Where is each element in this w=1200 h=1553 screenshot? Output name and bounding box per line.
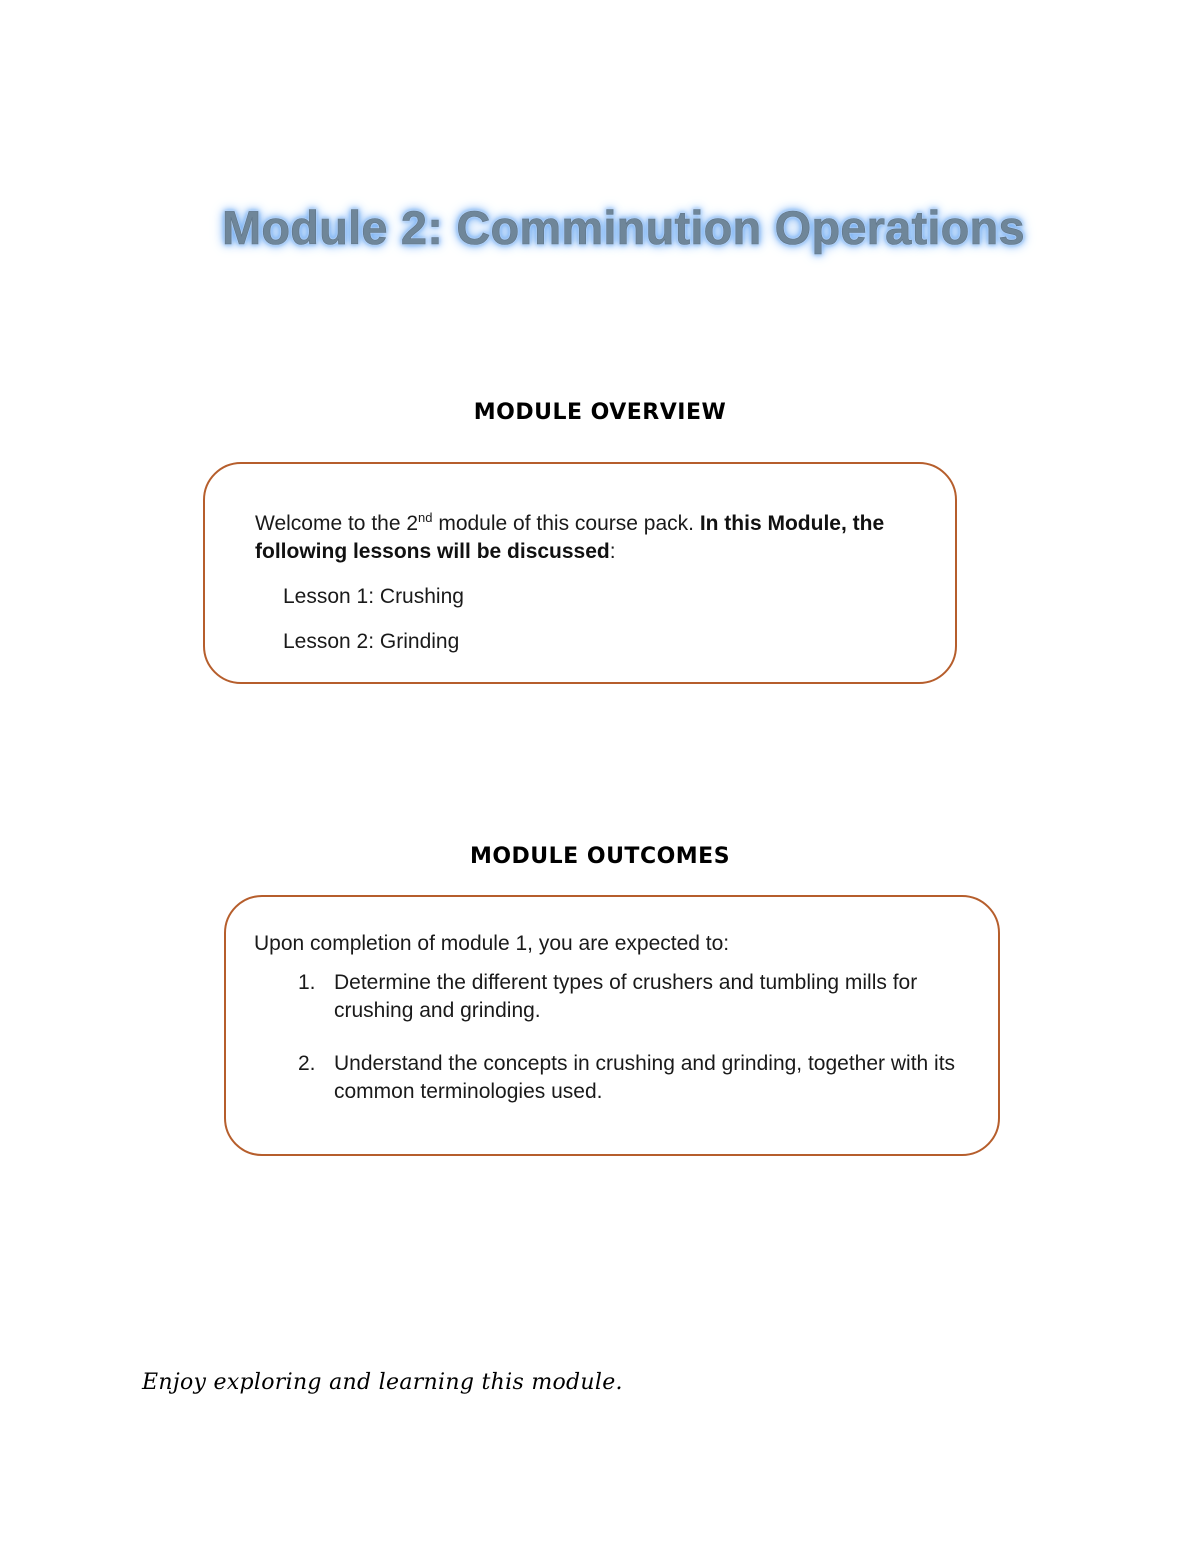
overview-intro-suffix: module of this course pack. — [432, 512, 700, 535]
outcome-item — [286, 1050, 966, 1106]
outcome-item — [286, 969, 966, 1025]
overview-intro-bold: In this Module, the following lessons will be discussed — [255, 512, 885, 563]
overview-intro — [255, 510, 955, 566]
outcome-text: Understand the concepts in crushing and grinding, together with its common terminologies used. — [334, 1052, 956, 1103]
outcomes-intro: Upon completion of module 1, you are expected to: — [254, 932, 730, 955]
outcome-list — [286, 969, 966, 1131]
outcomes-heading: MODULE OUTCOMES — [469, 844, 731, 869]
overview-intro-prefix: Welcome to the 2 — [255, 512, 419, 535]
outcome-number: 2. — [298, 1052, 316, 1075]
outcomes-box — [224, 895, 1000, 1156]
module-title: Module 2: Comminution Operations — [222, 201, 1025, 254]
overview-intro-end: : — [609, 540, 616, 563]
overview-heading: MODULE OVERVIEW — [473, 400, 727, 425]
closing-message: Enjoy exploring and learning this module. — [142, 1370, 623, 1395]
overview-box — [203, 462, 957, 684]
lesson-item: Lesson 2: Grinding — [283, 630, 460, 653]
outcome-number: 1. — [298, 971, 316, 994]
overview-intro-superscript: nd — [418, 510, 433, 525]
outcome-text: Determine the different types of crushers and tumbling mills for crushing and grinding. — [334, 971, 918, 1022]
lesson-item: Lesson 1: Crushing — [283, 585, 464, 608]
